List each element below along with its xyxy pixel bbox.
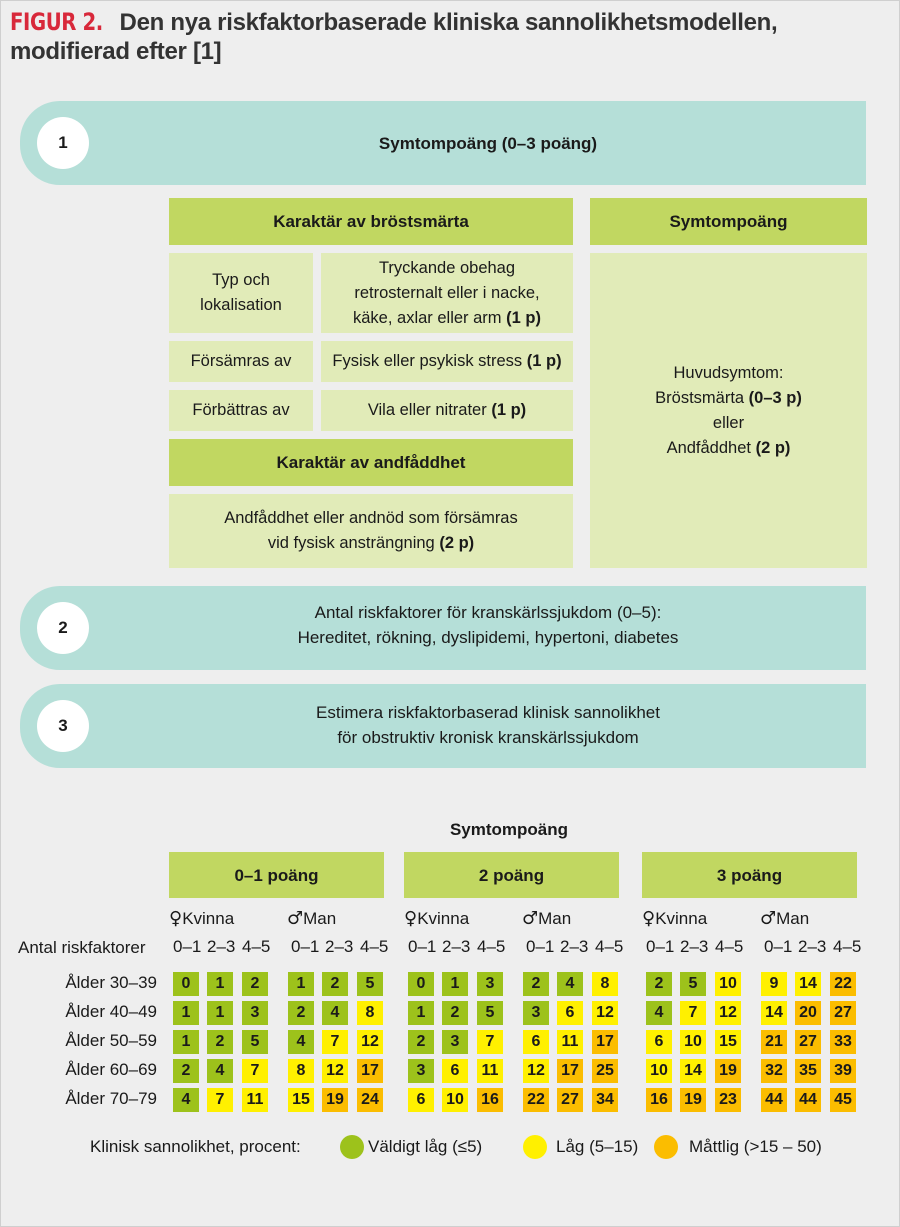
probability-cell: 1 xyxy=(173,1001,199,1025)
probability-cell: 0 xyxy=(408,972,434,996)
probability-cell: 27 xyxy=(830,1001,856,1025)
male-text: Man xyxy=(538,909,572,928)
probability-cell: 45 xyxy=(830,1088,856,1112)
probability-cell: 8 xyxy=(357,1001,383,1025)
probability-cell: 14 xyxy=(680,1059,706,1083)
probability-cell: 2 xyxy=(408,1030,434,1054)
probability-cell: 6 xyxy=(408,1088,434,1112)
riskfactor-col-label-female: 4–5 xyxy=(715,937,744,956)
probability-cell: 3 xyxy=(523,1001,549,1025)
probability-cell: 16 xyxy=(646,1088,672,1112)
probability-cell: 19 xyxy=(680,1088,706,1112)
age-group-label: Ålder 60–69 xyxy=(65,1060,157,1079)
probability-cell: 2 xyxy=(523,972,549,996)
step-3-line1: Estimera riskfaktorbaserad klinisk sannolikhet xyxy=(316,703,660,722)
step-3-text xyxy=(110,700,866,750)
probability-cell: 25 xyxy=(592,1059,618,1083)
riskfactor-col-label-male: 0–1 xyxy=(291,937,320,956)
improved-desc-text: Vila eller nitrater xyxy=(367,401,487,419)
male-label xyxy=(760,908,809,929)
dyspnea-line1: Andfåddhet eller andnöd som försämras xyxy=(224,509,518,527)
probability-cell: 16 xyxy=(477,1088,503,1112)
probability-cell: 5 xyxy=(680,972,706,996)
worsened-by-desc xyxy=(321,341,573,382)
probability-cell: 2 xyxy=(207,1030,233,1054)
probability-cell: 14 xyxy=(795,972,821,996)
riskfactor-col-label-male: 0–1 xyxy=(526,937,555,956)
probability-cell: 10 xyxy=(715,972,741,996)
riskfactor-col-label-female: 4–5 xyxy=(242,937,271,956)
probability-cell: 7 xyxy=(242,1059,268,1083)
probability-cell: 22 xyxy=(830,972,856,996)
probability-cell: 10 xyxy=(442,1088,468,1112)
riskfactor-col-label-male: 0–1 xyxy=(764,937,793,956)
probability-cell: 0 xyxy=(173,972,199,996)
probability-cell: 11 xyxy=(242,1088,268,1112)
riskfactor-col-label-female: 0–1 xyxy=(408,937,437,956)
probability-cell: 3 xyxy=(477,972,503,996)
worsened-points: (1 p) xyxy=(526,352,562,370)
probability-cell: 32 xyxy=(761,1059,787,1083)
probability-cell: 12 xyxy=(357,1030,383,1054)
probability-cell: 12 xyxy=(592,1001,618,1025)
female-label xyxy=(404,908,469,929)
probability-cell: 2 xyxy=(288,1001,314,1025)
female-label xyxy=(642,908,707,929)
female-symbol-icon: ♀ xyxy=(642,908,656,929)
probability-cell: 17 xyxy=(592,1030,618,1054)
probability-cell: 4 xyxy=(288,1030,314,1054)
probability-cell: 19 xyxy=(322,1088,348,1112)
probability-cell: 6 xyxy=(557,1001,583,1025)
probability-cell: 44 xyxy=(795,1088,821,1112)
probability-cell: 39 xyxy=(830,1059,856,1083)
legend-title: Klinisk sannolikhet, procent: xyxy=(90,1137,301,1156)
step-1-text: Symtompoäng (0–3 poäng) xyxy=(378,133,598,153)
probability-cell: 10 xyxy=(646,1059,672,1083)
table-title: Symtompoäng xyxy=(449,820,569,839)
probability-cell: 3 xyxy=(442,1030,468,1054)
figure-title-line2: modifierad efter [1] xyxy=(10,38,222,65)
probability-cell: 23 xyxy=(715,1088,741,1112)
probability-cell: 24 xyxy=(357,1088,383,1112)
probability-cell: 6 xyxy=(442,1059,468,1083)
probability-cell: 14 xyxy=(761,1001,787,1025)
legend-low-label: Låg (5–15) xyxy=(556,1137,639,1156)
probability-cell: 27 xyxy=(795,1030,821,1054)
main-chest-label: Bröstsmärta xyxy=(655,388,745,407)
improved-by-desc xyxy=(321,390,573,431)
probability-cell: 1 xyxy=(442,972,468,996)
probability-cell: 4 xyxy=(557,972,583,996)
step-2-text xyxy=(110,600,866,650)
probability-cell: 5 xyxy=(477,1001,503,1025)
probability-cell: 8 xyxy=(288,1059,314,1083)
probability-cell: 44 xyxy=(761,1088,787,1112)
type-desc-line3: käke, axlar eller arm xyxy=(353,308,502,327)
type-points: (1 p) xyxy=(506,308,541,327)
type-desc-line1: Tryckande obehag xyxy=(378,258,516,277)
probability-cell: 1 xyxy=(173,1030,199,1054)
probability-cell: 7 xyxy=(680,1001,706,1025)
riskfactor-col-label-female: 0–1 xyxy=(173,937,202,956)
probability-cell: 1 xyxy=(207,1001,233,1025)
type-label-line1: Typ och xyxy=(212,271,270,289)
type-label-line2: lokalisation xyxy=(200,296,282,314)
riskfactor-col-label-male: 2–3 xyxy=(325,937,354,956)
probability-cell: 1 xyxy=(207,972,233,996)
riskfactor-col-label-male: 2–3 xyxy=(798,937,827,956)
score-group-header: 2 poäng xyxy=(404,852,619,898)
probability-cell: 12 xyxy=(715,1001,741,1025)
figure-label: FIGUR 2. xyxy=(10,8,103,36)
age-group-label: Ålder 50–59 xyxy=(65,1031,157,1050)
male-symbol-icon: ♂ xyxy=(287,908,304,929)
probability-cell: 7 xyxy=(477,1030,503,1054)
step-3-number: 3 xyxy=(37,700,89,752)
dyspnea-points: (2 p) xyxy=(439,534,475,552)
riskfactor-col-label-female: 4–5 xyxy=(477,937,506,956)
probability-cell: 4 xyxy=(207,1059,233,1083)
main-chest-points: (0–3 p) xyxy=(748,388,802,407)
age-group-label: Ålder 70–79 xyxy=(65,1089,157,1108)
riskfactor-col-label-female: 2–3 xyxy=(207,937,236,956)
probability-cell: 22 xyxy=(523,1088,549,1112)
step-2-line2: Hereditet, rökning, dyslipidemi, hypertoni, diabetes xyxy=(297,628,679,647)
probability-cell: 20 xyxy=(795,1001,821,1025)
legend-very-low-label: Väldigt låg (≤5) xyxy=(368,1137,483,1156)
male-text: Man xyxy=(776,909,810,928)
female-text: Kvinna xyxy=(182,909,235,928)
male-text: Man xyxy=(303,909,337,928)
main-symptom-box xyxy=(590,253,867,568)
main-dyspnea-label: Andfåddhet xyxy=(666,438,751,457)
probability-cell: 3 xyxy=(408,1059,434,1083)
probability-cell: 2 xyxy=(173,1059,199,1083)
step-1-number: 1 xyxy=(37,117,89,169)
improved-by-label: Förbättras av xyxy=(169,390,313,431)
dyspnea-desc xyxy=(169,494,573,568)
probability-cell: 11 xyxy=(477,1059,503,1083)
step-2-line1: Antal riskfaktorer för kranskärlssjukdom (0–5): xyxy=(314,603,662,622)
probability-cell: 6 xyxy=(523,1030,549,1054)
female-text: Kvinna xyxy=(655,909,708,928)
probability-cell: 35 xyxy=(795,1059,821,1083)
row-header: Antal riskfaktorer xyxy=(18,938,146,957)
male-symbol-icon: ♂ xyxy=(522,908,539,929)
probability-cell: 4 xyxy=(646,1001,672,1025)
step-3-banner xyxy=(20,684,866,768)
riskfactor-col-label-female: 2–3 xyxy=(442,937,471,956)
score-group-header: 0–1 poäng xyxy=(169,852,384,898)
step-2-number: 2 xyxy=(37,602,89,654)
probability-cell: 6 xyxy=(646,1030,672,1054)
riskfactor-col-label-male: 2–3 xyxy=(560,937,589,956)
legend-moderate-swatch xyxy=(654,1135,678,1159)
probability-cell: 19 xyxy=(715,1059,741,1083)
probability-cell: 4 xyxy=(173,1088,199,1112)
dyspnea-header: Karaktär av andfåddhet xyxy=(169,439,573,486)
probability-cell: 2 xyxy=(242,972,268,996)
probability-cell: 33 xyxy=(830,1030,856,1054)
male-label xyxy=(522,908,571,929)
riskfactor-col-label-female: 2–3 xyxy=(680,937,709,956)
probability-cell: 17 xyxy=(557,1059,583,1083)
main-or: eller xyxy=(712,413,745,432)
legend-moderate-label: Måttlig (>15 – 50) xyxy=(689,1137,822,1156)
probability-cell: 9 xyxy=(761,972,787,996)
riskfactor-col-label-male: 4–5 xyxy=(360,937,389,956)
legend-low-swatch xyxy=(523,1135,547,1159)
riskfactor-col-label-male: 4–5 xyxy=(595,937,624,956)
probability-cell: 4 xyxy=(322,1001,348,1025)
probability-cell: 15 xyxy=(715,1030,741,1054)
probability-cell: 1 xyxy=(408,1001,434,1025)
probability-cell: 1 xyxy=(288,972,314,996)
worsened-by-label: Försämras av xyxy=(169,341,313,382)
step-1-banner xyxy=(20,101,866,185)
riskfactor-col-label-female: 0–1 xyxy=(646,937,675,956)
probability-cell: 7 xyxy=(207,1088,233,1112)
male-label xyxy=(287,908,336,929)
step-3-line2: för obstruktiv kronisk kranskärlssjukdom xyxy=(337,728,639,747)
probability-cell: 7 xyxy=(322,1030,348,1054)
type-location-label xyxy=(169,253,313,333)
probability-cell: 2 xyxy=(322,972,348,996)
probability-cell: 12 xyxy=(523,1059,549,1083)
probability-cell: 21 xyxy=(761,1030,787,1054)
female-text: Kvinna xyxy=(417,909,470,928)
probability-cell: 5 xyxy=(242,1030,268,1054)
probability-cell: 2 xyxy=(646,972,672,996)
legend-very-low-swatch xyxy=(340,1135,364,1159)
chest-pain-header: Karaktär av bröstsmärta xyxy=(169,198,573,245)
figure-title-line1 xyxy=(10,8,777,37)
probability-cell: 2 xyxy=(442,1001,468,1025)
probability-cell: 3 xyxy=(242,1001,268,1025)
improved-points: (1 p) xyxy=(491,401,527,419)
probability-cell: 15 xyxy=(288,1088,314,1112)
probability-cell: 8 xyxy=(592,972,618,996)
female-symbol-icon: ♀ xyxy=(404,908,418,929)
main-dyspnea-points: (2 p) xyxy=(755,438,791,457)
age-group-label: Ålder 30–39 xyxy=(65,973,157,992)
main-symptom-title: Huvudsymtom: xyxy=(673,363,784,382)
male-symbol-icon: ♂ xyxy=(760,908,777,929)
female-symbol-icon: ♀ xyxy=(169,908,183,929)
probability-cell: 5 xyxy=(357,972,383,996)
symptom-score-header: Symtompoäng xyxy=(590,198,867,245)
probability-cell: 17 xyxy=(357,1059,383,1083)
probability-cell: 12 xyxy=(322,1059,348,1083)
probability-cell: 34 xyxy=(592,1088,618,1112)
step-2-banner xyxy=(20,586,866,670)
age-group-label: Ålder 40–49 xyxy=(65,1002,157,1021)
probability-cell: 11 xyxy=(557,1030,583,1054)
probability-cell: 10 xyxy=(680,1030,706,1054)
score-group-header: 3 poäng xyxy=(642,852,857,898)
dyspnea-line2: vid fysisk ansträngning xyxy=(267,534,435,552)
worsened-desc-text: Fysisk eller psykisk stress xyxy=(332,352,523,370)
probability-cell: 27 xyxy=(557,1088,583,1112)
figure-title-text: Den nya riskfaktorbaserade kliniska sannolikhetsmodellen, xyxy=(119,9,778,36)
riskfactor-col-label-male: 4–5 xyxy=(833,937,862,956)
type-desc-line2: retrosternalt eller i nacke, xyxy=(354,283,540,302)
female-label xyxy=(169,908,234,929)
type-location-desc xyxy=(321,253,573,333)
